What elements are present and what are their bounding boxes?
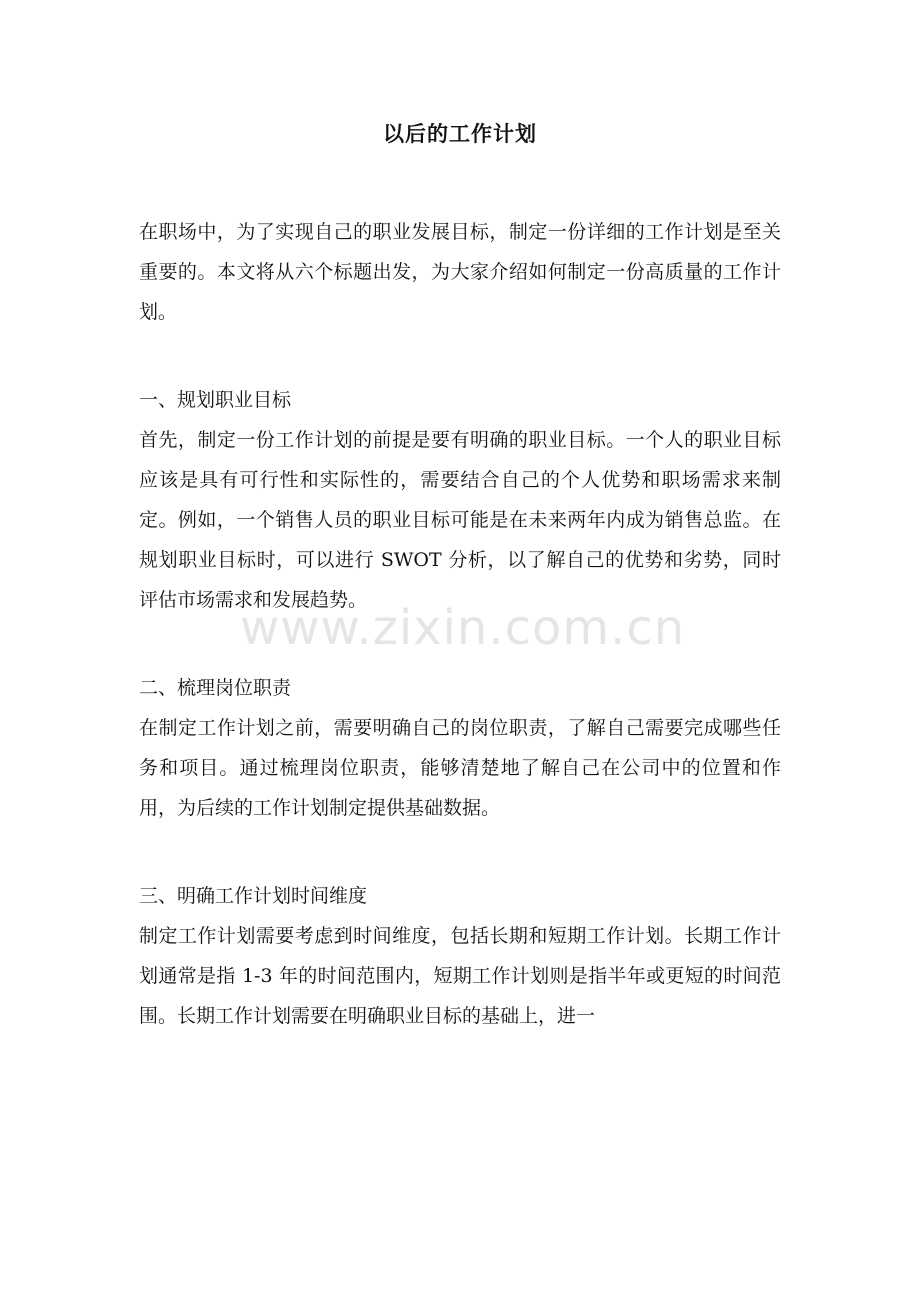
document-body <box>139 212 781 1036</box>
section-heading-2: 二、梳理岗位职责 <box>139 677 292 699</box>
watermark: www.zixin.com.cn <box>240 600 686 656</box>
section-spacer <box>139 828 781 876</box>
document-title: 以后的工作计划 <box>383 121 537 146</box>
section-body-3: 制定工作计划需要考虑到时间维度，包括长期和短期工作计划。长期工作计划通常是指 1-3 年的时间范围内，短期工作计划则是指半年或更短的时间范围。长期工作计划需要在明确职业目标的基础上，进一 <box>139 925 781 1027</box>
section-heading-1: 一、规划职业目标 <box>139 389 292 411</box>
section-spacer <box>139 332 781 380</box>
section-spacer <box>139 620 781 668</box>
section-body-1: 首先，制定一份工作计划的前提是要有明确的职业目标。一个人的职业目标应该是具有可行性和实际性的，需要结合自己的个人优势和职场需求来制定。例如，一个销售人员的职业目标可能是在未来两年内成为销售总监。在规划职业目标时，可以进行 SWOT 分析，以了解自己的优势和劣势，同时评估市场需求和发展趋势。 <box>139 429 781 611</box>
section-body-2: 在制定工作计划之前，需要明确自己的岗位职责，了解自己需要完成哪些任务和项目。通过梳理岗位职责，能够清楚地了解自己在公司中的位置和作用，为后续的工作计划制定提供基础数据。 <box>139 717 781 819</box>
section-heading-3: 三、明确工作计划时间维度 <box>139 885 368 907</box>
intro-paragraph: 在职场中，为了实现自己的职业发展目标，制定一份详细的工作计划是至关重要的。本文将从六个标题出发，为大家介绍如何制定一份高质量的工作计划。 <box>139 221 781 323</box>
